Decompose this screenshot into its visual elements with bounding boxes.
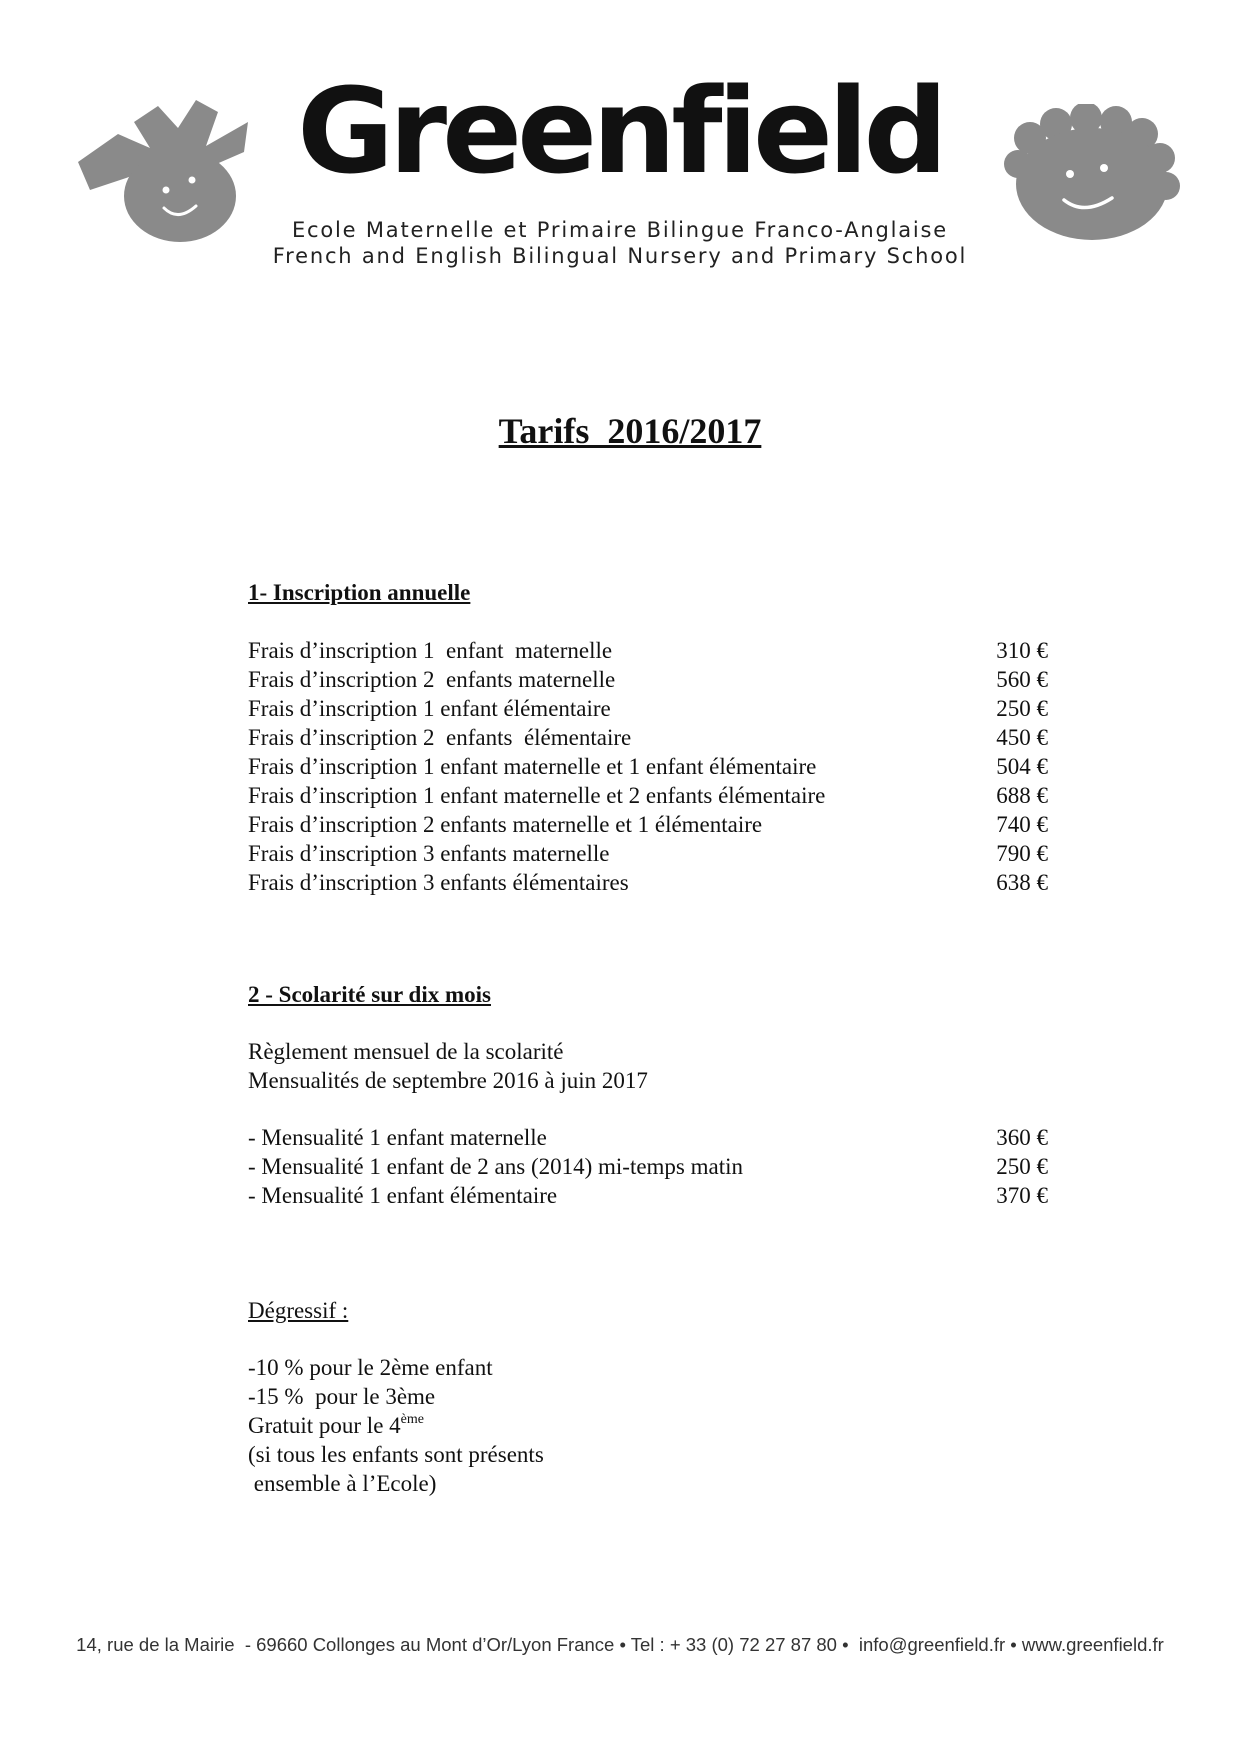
intro-line: Mensualités de septembre 2016 à juin 2017: [248, 1068, 648, 1093]
price-row: [248, 1152, 1048, 1181]
degressif-text: Gratuit pour le 4: [248, 1413, 401, 1438]
price-value: 250 €: [996, 1154, 1048, 1179]
scolarite-intro: [248, 1037, 1048, 1095]
degressif-line: -15 % pour le 3ème: [248, 1384, 436, 1409]
price-value: 504 €: [996, 754, 1048, 779]
page-title: Tarifs 2016/2017: [498, 411, 762, 451]
brand-subtitle-en: French and English Bilingual Nursery and Primary School: [272, 244, 968, 268]
price-label: Frais d’inscription 1 enfant élémentaire: [248, 696, 611, 721]
price-label: Frais d’inscription 1 enfant maternelle et 1 enfant élémentaire: [248, 754, 817, 779]
price-label: - Mensualité 1 enfant maternelle: [248, 1125, 547, 1150]
price-value: 370 €: [996, 1183, 1048, 1208]
price-label: Frais d’inscription 3 enfants maternelle: [248, 841, 610, 866]
price-label: - Mensualité 1 enfant de 2 ans (2014) mi-temps matin: [248, 1154, 744, 1179]
degressif-line: -10 % pour le 2ème enfant: [248, 1355, 493, 1380]
price-value: 688 €: [996, 783, 1048, 808]
price-value: 360 €: [996, 1125, 1048, 1150]
price-value: 638 €: [996, 870, 1048, 895]
degressif-superscript: ème: [400, 1412, 424, 1427]
section-heading: 2 - Scolarité sur dix mois: [248, 982, 491, 1007]
price-row: [248, 694, 1048, 723]
section-scolarite: [248, 980, 1048, 1009]
price-row: [248, 1181, 1048, 1210]
price-value: 790 €: [996, 841, 1048, 866]
price-row: [248, 723, 1048, 752]
price-label: Frais d’inscription 1 enfant maternelle: [248, 638, 613, 663]
price-row: [248, 1123, 1048, 1152]
degressif-line: (si tous les enfants sont présents: [248, 1442, 544, 1467]
degressif-line: [248, 1411, 1048, 1440]
price-row: [248, 781, 1048, 810]
price-value: 450 €: [996, 725, 1048, 750]
price-row: [248, 636, 1048, 665]
price-label: - Mensualité 1 enfant élémentaire: [248, 1183, 558, 1208]
inscription-price-list: [248, 636, 1048, 897]
section-heading: 1- Inscription annuelle: [248, 580, 471, 605]
degressif-line: ensemble à l’Ecole): [248, 1471, 437, 1496]
price-row: [248, 810, 1048, 839]
price-label: Frais d’inscription 2 enfants maternelle: [248, 667, 616, 692]
footer-address: 14, rue de la Mairie - 69660 Collonges au Mont d’Or/Lyon France • Tel : + 33 (0) 72 27 87 80 • info@greenfield.fr • www.greenfield.fr: [76, 1634, 1164, 1655]
price-value: 740 €: [996, 812, 1048, 837]
price-row: [248, 839, 1048, 868]
price-row: [248, 665, 1048, 694]
price-value: 250 €: [996, 696, 1048, 721]
section-inscription: [248, 578, 1048, 607]
price-row: [248, 752, 1048, 781]
brand-logo-text: Greenfield: [297, 62, 943, 200]
degressif-block: [248, 1296, 1048, 1498]
child-face-right-icon: [1000, 104, 1180, 244]
price-value: 560 €: [996, 667, 1048, 692]
price-label: Frais d’inscription 2 enfants maternelle et 1 élémentaire: [248, 812, 763, 837]
price-value: 310 €: [996, 638, 1048, 663]
scolarite-price-list: [248, 1123, 1048, 1210]
intro-line: Règlement mensuel de la scolarité: [248, 1039, 564, 1064]
price-row: [248, 868, 1048, 897]
brand-subtitle-fr: Ecole Maternelle et Primaire Bilingue Franco-Anglaise: [291, 218, 949, 242]
price-label: Frais d’inscription 2 enfants élémentaire: [248, 725, 632, 750]
price-label: Frais d’inscription 1 enfant maternelle et 2 enfants élémentaire: [248, 783, 826, 808]
spacer: [248, 1325, 1048, 1353]
degressif-heading: Dégressif :: [248, 1298, 349, 1323]
price-label: Frais d’inscription 3 enfants élémentaires: [248, 870, 629, 895]
